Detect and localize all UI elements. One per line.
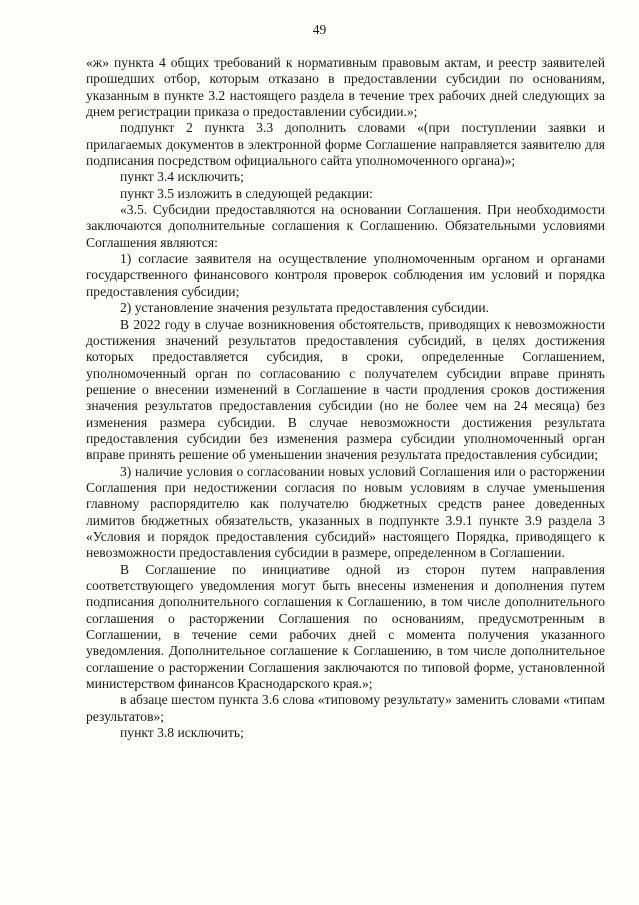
page-number: 49 [312, 22, 327, 37]
paragraph-condition-1: 1) согласие заявителя на осуществление уполномоченным органом и органами государственного финансового контроля проверок соблюдения им условий и порядка предоставления субсидии; [86, 251, 605, 299]
paragraph-2022-circumstances: В 2022 году в случае возникновения обстоятельств, приводящих к невозможности достижения значений результатов предоставления субсидий, в целях достижения которых предоставляется субсидия, в сроки, определенные Соглашением, уполномоченный орган по согласованию с получателем субсидии вправе принять решение о внесении изменений в Соглашение в части продления сроков достижения значения результатов предоставления субсидии (но не более чем на 24 месяца) без изменения размера субсидии. В случае невозможности достижения результата предоставления субсидии без изменения размера субсидии уполномоченный орган вправе принять решение об уменьшении значения результата предоставления субсидии; [86, 316, 605, 463]
paragraph-clause-3-8-exclude: пункт 3.8 исключить; [120, 725, 244, 741]
document-body [86, 55, 605, 741]
paragraph-agreement-amendments: В Соглашение по инициативе одной из сторон путем направления соответствующего уведомления могут быть внесены изменения и дополнения путем подписания дополнительного соглашения к Соглашению, в том числе дополнительного соглашения о расторжении Соглашения по основаниям, предусмотренным в Соглашении, в течение семи рабочих дней с момента получения указанного уведомления. Дополнительное соглашение к Соглашению, в том числе дополнительное соглашение о расторжении Соглашения заключаются по типовой форме, установленной министерством финансов Краснодарского края.»; [86, 561, 605, 692]
paragraph-clause-3-5-new-wording: пункт 3.5 изложить в следующей редакции: [120, 185, 373, 201]
paragraph-subclause-3-3: подпункт 2 пункта 3.3 дополнить словами «(при поступлении заявки и прилагаемых документов в электронной форме Соглашение направляется заявителю для подписания посредством официального сайта уполномоченного органа)»; [86, 120, 605, 169]
paragraph-clause-3-6-replace: в абзаце шестом пункта 3.6 слова «типовому результату» заменить словами «типам результатов»; [86, 692, 605, 724]
paragraph-condition-3: 3) наличие условия о согласовании новых условий Соглашения или о расторжении Соглашения при недостижении согласия по новым условиям в случае уменьшения главному распорядителю как получателю бюджетных средств ранее доведенных лимитов бюджетных обязательств, указанных в подпункте 3.9.1 пункте 3.9 раздела 3 «Условия и порядок предоставления субсидий» настоящего Порядка, приводящего к невозможности предоставления субсидии в размере, определенном в Соглашении. [86, 463, 605, 561]
paragraph-registry-continuation: «ж» пункта 4 общих требований к нормативным правовым актам, и реестр заявителей прошедших отбор, которым отказано в предоставлении субсидии по основаниям, указанным в пункте 3.2 настоящего раздела в течение трех рабочих дней следующих за днем регистрации приказа о предоставлении субсидии.»; [86, 55, 605, 120]
paragraph-clause-3-5-text: «3.5. Субсидии предоставляются на основании Соглашения. При необходимости заключаются дополнительные соглашения к Соглашению. Обязательными условиями Соглашения являются: [86, 202, 605, 250]
paragraph-clause-3-4-exclude: пункт 3.4 исключить; [120, 169, 244, 185]
paragraph-condition-2: 2) установление значения результата предоставления субсидии. [120, 300, 490, 316]
